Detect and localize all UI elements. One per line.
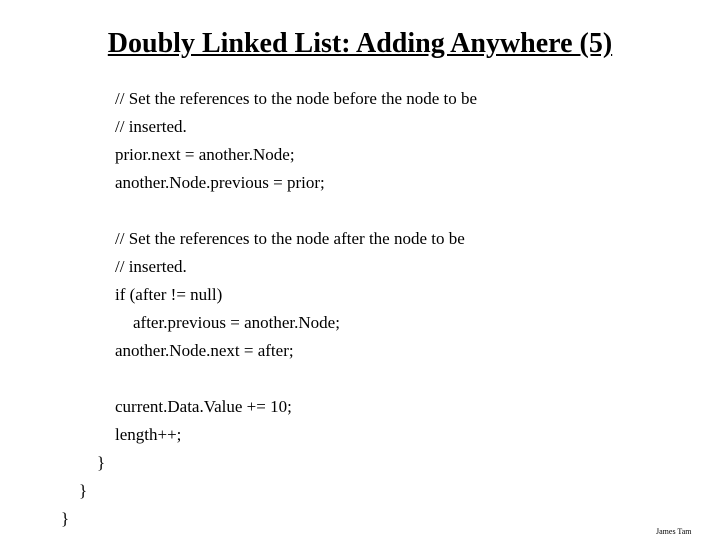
code-line-after-previous: after.previous = another.Node; [133, 313, 340, 332]
code-line-prior-next: prior.next = another.Node; [115, 145, 295, 164]
code-line-node-next: another.Node.next = after; [115, 341, 294, 360]
code-line-node-previous: another.Node.previous = prior; [115, 173, 325, 192]
code-line-length: length++; [115, 425, 182, 444]
code-line-data-value: current.Data.Value += 10; [115, 397, 292, 416]
code-line-comment-after-1: // Set the references to the node after the node to be [115, 229, 465, 248]
code-line-comment-before-1: // Set the references to the node before the node to be [115, 89, 478, 108]
code-line-if-after: if (after != null) [115, 285, 223, 304]
closing-brace-middle: } [79, 481, 88, 500]
code-line-comment-before-2: // inserted. [115, 117, 187, 136]
author-credit: James Tam [656, 527, 692, 536]
slide-title: Doubly Linked List: Adding Anywhere (5) [107, 28, 613, 59]
closing-brace-outer: } [61, 509, 70, 528]
closing-brace-inner: } [97, 453, 106, 472]
code-line-comment-after-2: // inserted. [115, 257, 187, 276]
